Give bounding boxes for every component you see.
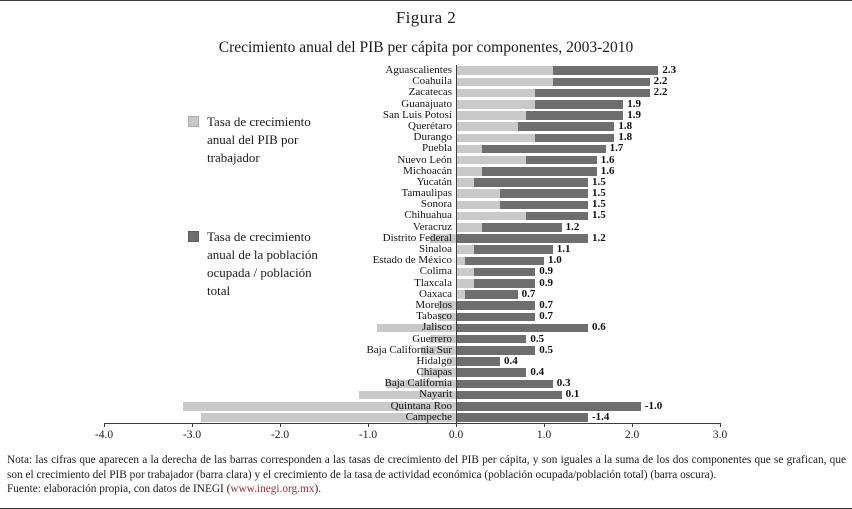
dark-bar <box>456 234 588 243</box>
value-label: 1.7 <box>609 142 624 155</box>
light-bar <box>456 167 482 176</box>
value-label: 0.6 <box>592 321 606 334</box>
value-label: 1.1 <box>556 243 571 255</box>
light-bar <box>456 189 500 198</box>
dark-bar <box>526 156 596 165</box>
value-label: 0.1 <box>565 388 580 401</box>
dark-bar <box>456 346 535 355</box>
value-label: 0.9 <box>539 265 553 278</box>
state-label: Campeche <box>405 410 452 423</box>
value-label: 1.0 <box>548 254 562 267</box>
x-tick <box>280 423 281 427</box>
light-bar <box>456 66 553 75</box>
x-tick-label: -2.0 <box>270 429 290 441</box>
value-label: 0.4 <box>530 366 545 379</box>
x-tick-label: -4.0 <box>94 429 114 441</box>
dark-bar <box>482 167 596 176</box>
dark-bar <box>518 122 615 131</box>
dark-bar <box>553 78 650 87</box>
x-tick <box>720 423 721 427</box>
dark-bar <box>456 391 562 400</box>
x-tick-label: 3.0 <box>712 429 728 441</box>
dark-bar <box>500 201 588 210</box>
state-label: Sonora <box>420 198 452 211</box>
zero-axis-line <box>456 65 457 423</box>
value-label: 0.3 <box>556 377 571 390</box>
state-label: Veracruz <box>412 220 452 233</box>
light-bar <box>456 100 535 109</box>
dark-bar <box>474 245 553 254</box>
x-tick <box>544 423 545 427</box>
dark-bar <box>456 301 535 310</box>
state-label: Querétaro <box>408 119 452 132</box>
dark-bar <box>456 335 526 344</box>
light-bar <box>456 89 535 98</box>
x-axis-line <box>104 423 720 424</box>
dark-bar <box>456 380 553 389</box>
light-bar <box>456 178 474 187</box>
state-label: Tamaulipas <box>401 187 452 200</box>
value-label: 1.6 <box>600 153 615 166</box>
light-bar <box>456 201 500 210</box>
value-label: -1.0 <box>644 399 663 412</box>
dark-bar <box>535 100 623 109</box>
light-bar <box>456 268 474 277</box>
state-label: Oaxaca <box>419 287 452 300</box>
dark-bar <box>535 134 614 143</box>
dark-bar <box>500 189 588 198</box>
value-label: 1.2 <box>592 231 606 244</box>
x-tick-label: -3.0 <box>182 429 202 441</box>
light-bar <box>456 223 482 232</box>
state-label: Colima <box>419 265 452 278</box>
x-tick <box>192 423 193 427</box>
value-label: 1.5 <box>592 198 606 211</box>
value-label: 1.9 <box>627 97 641 110</box>
dark-bar <box>553 66 659 75</box>
value-label: 1.2 <box>565 220 580 233</box>
dark-bar <box>526 212 588 221</box>
light-bar <box>456 156 526 165</box>
dark-bar <box>456 368 526 377</box>
state-label: Zacatecas <box>408 86 452 99</box>
state-label: Hidalgo <box>416 354 452 367</box>
dark-bar <box>482 223 561 232</box>
value-label: 1.6 <box>600 164 615 177</box>
dark-bar <box>474 268 536 277</box>
value-label: 0.7 <box>521 287 536 300</box>
state-label: Nayarit <box>419 388 452 401</box>
light-bar <box>456 145 482 154</box>
light-bar <box>456 212 526 221</box>
state-label: Guanajuato <box>401 97 452 110</box>
state-label: Baja California <box>384 377 452 390</box>
state-label: Coahuila <box>412 75 452 88</box>
plot-area <box>94 64 728 441</box>
dark-bar <box>456 357 500 366</box>
x-tick <box>456 423 457 427</box>
state-label: Durango <box>413 131 452 144</box>
x-tick-label: -1.0 <box>358 429 378 441</box>
x-tick-label: 2.0 <box>624 429 640 441</box>
dark-bar <box>456 402 641 411</box>
state-label: Chihuahua <box>404 209 452 222</box>
state-label: Tlaxcala <box>414 276 452 289</box>
dark-bar <box>456 324 588 333</box>
value-label: 1.9 <box>627 108 641 121</box>
source-suffix: ). <box>314 483 322 495</box>
x-tick <box>104 423 105 427</box>
state-label: Nuevo León <box>397 153 452 166</box>
source-prefix: Fuente: elaboración propia, con datos de INEGI ( <box>7 483 231 495</box>
state-label: Sinaloa <box>419 243 452 255</box>
light-bar <box>456 290 465 299</box>
value-label: 1.5 <box>592 187 606 200</box>
light-bar <box>456 245 474 254</box>
state-label: Guerrero <box>412 332 452 345</box>
light-bar <box>456 257 465 266</box>
dark-bar <box>456 413 588 422</box>
dark-bar <box>526 111 623 120</box>
light-bar <box>456 134 535 143</box>
value-label: 1.5 <box>592 175 606 188</box>
legend-label-dark: Tasa de crecimiento anual de la población ocupada / población total <box>207 229 318 298</box>
dark-bar <box>482 145 605 154</box>
state-label: Jalisco <box>422 321 452 334</box>
x-tick <box>632 423 633 427</box>
value-label: 0.9 <box>539 276 553 289</box>
note-body: Nota: las cifras que aparecen a la derecha de las barras corresponden a las tasas de crecimiento del PIB per cápita, y son iguales a la suma de los dos componentes que se grafican, que son el crecimiento del PIB por trabajador (barra clara) y el crecimiento de la tasa de actividad económica (población ocupada/población total) (barra oscura). <box>7 454 846 482</box>
state-label: Puebla <box>422 142 452 155</box>
legend-label-light: Tasa de crecimiento anual del PIB por trabajador <box>207 114 311 165</box>
light-bar <box>456 111 526 120</box>
value-label: 1.8 <box>618 131 633 144</box>
value-label: 2.2 <box>653 75 668 88</box>
state-label: Distrito Federal <box>382 231 452 244</box>
state-label: Michoacán <box>403 164 452 177</box>
dark-bar <box>535 89 649 98</box>
dark-bar <box>465 290 518 299</box>
state-label: Aguascalientes <box>385 64 452 76</box>
value-label: 0.7 <box>539 310 553 323</box>
state-label: Tabasco <box>416 310 452 323</box>
value-label: 1.8 <box>618 119 633 132</box>
light-bar <box>456 279 474 288</box>
state-label: Yucatán <box>416 175 452 188</box>
state-label: Estado de México <box>372 254 452 267</box>
dark-bar <box>456 313 535 322</box>
value-label: 0.5 <box>539 343 553 356</box>
value-label: 0.4 <box>504 354 518 367</box>
light-bar <box>456 78 553 87</box>
value-label: -1.4 <box>592 410 610 423</box>
dark-bar <box>474 279 536 288</box>
dark-bar <box>474 178 588 187</box>
dark-bar <box>465 257 544 266</box>
value-label: 1.5 <box>592 209 606 222</box>
light-bar <box>456 122 518 131</box>
inegi-link[interactable]: www.inegi.org.mx <box>230 483 315 495</box>
value-label: 2.2 <box>653 86 668 99</box>
x-tick <box>368 423 369 427</box>
state-label: Baja California Sur <box>366 343 452 356</box>
state-label: San Luis Potosí <box>382 108 452 121</box>
state-label: Chiapas <box>416 366 452 379</box>
state-label: Morelos <box>415 298 452 311</box>
value-label: 0.5 <box>530 332 545 345</box>
state-label: Quintana Roo <box>390 399 452 412</box>
value-label: 0.7 <box>539 298 553 311</box>
x-tick-label: 1.0 <box>536 429 552 441</box>
figure-title: Figura 2 <box>395 8 457 27</box>
source-text <box>7 483 321 495</box>
value-label: 2.3 <box>662 64 677 76</box>
note-text <box>7 453 846 483</box>
chart-title: Crecimiento anual del PIB per cápita por componentes, 2003-2010 <box>218 39 634 56</box>
x-tick-label: 0.0 <box>448 429 464 441</box>
